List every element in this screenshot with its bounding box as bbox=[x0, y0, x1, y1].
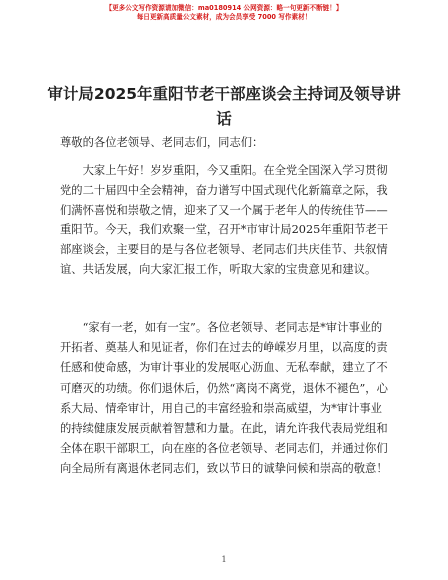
promo-banner bbox=[0, 4, 448, 22]
document-title: 审计局2025年重阳节老干部座谈会主持词及领导讲话 bbox=[47, 85, 401, 128]
paragraph-opening: 大家上午好！岁岁重阳，今又重阳。在全党全国深入学习贯彻党的二十届四中全会精神，奋力谱写中国式现代化新篇章之际，我们满怀喜悦和崇敬之情，迎来了又一个属于老年人的传统佳节——重阳节。今天，我们欢聚一堂，召开*市审计局2025年重阳节老干部座谈会，主要目的是与各位老领导、老同志们共庆佳节、共叙情谊、共话发展，向大家汇报工作，听取大家的宝贵意见和建议。 bbox=[60, 164, 389, 276]
promo-banner-line-1: 【更多公文写作资源请加微信：ma0180914 公网资源：略一句更新不断链！】 bbox=[105, 4, 343, 12]
greeting-line: 尊敬的各位老领导、老同志们，同志们： bbox=[60, 136, 264, 149]
promo-banner-line-2: 每日更新高质量公文素材，成为会员享受 7000 写作素材！ bbox=[136, 13, 312, 21]
page-number: 1 bbox=[221, 555, 227, 564]
paragraph-tribute: “家有一老，如有一宝”。各位老领导、老同志是*审计事业的开拓者、奠基人和见证者，你们在过去的峥嵘岁月里，以高度的责任感和使命感，为审计事业的发展呕心沥血、无私奉献，建立了不可磨灭的功绩。你们退休后，仍然“离岗不离党，退休不褪色”，心系大局、情牵审计，用自己的丰富经验和崇高威望，为*审计事业的持续健康发展贡献着智慧和力量。在此，请允许我代表局党组和全体在职干部职工，向在座的各位老领导、老同志们，并通过你们向全局所有离退休老同志们，致以节日的诚挚问候和崇高的敬意！ bbox=[60, 321, 388, 476]
